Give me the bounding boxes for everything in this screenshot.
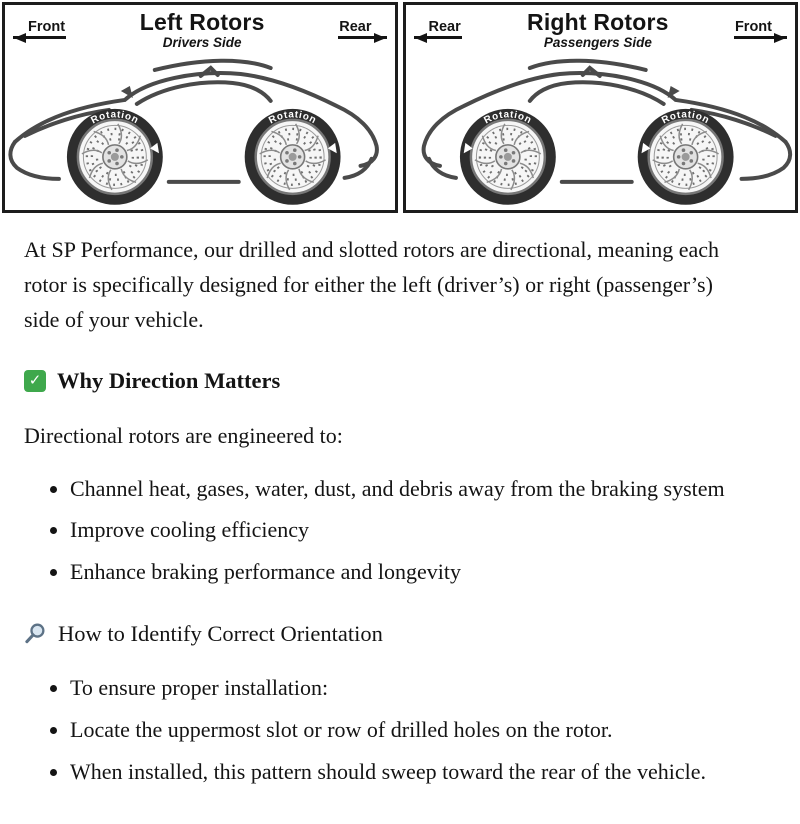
rotation-label: Rotation (89, 109, 141, 127)
rotation-label: Rotation (267, 109, 319, 127)
list-item: • To ensure proper installation: (70, 671, 748, 706)
list-item: • Enhance braking performance and longevity (70, 555, 748, 590)
arrow-right-icon (774, 33, 786, 43)
arrow-right-icon (374, 33, 386, 43)
left-panel-header (5, 5, 395, 50)
article-body (0, 213, 800, 824)
right-panel-titles (462, 10, 734, 50)
section1-lead: Directional rotors are engineered to: (24, 422, 343, 448)
left-panel-titles (66, 10, 338, 50)
rotation-label: Rotation (659, 109, 711, 127)
panel-subtitle: Drivers Side (162, 35, 242, 51)
section-heading-identify-orientation (24, 616, 748, 652)
car-illustration-left (5, 52, 395, 210)
front-direction-indicator (13, 13, 66, 39)
intro-paragraph: At SP Performance, our drilled and slotted rotors are directional, meaning each rotor is specifically designed for either the left (driver’s) or right (passenger’s) side of your vehicle. (24, 237, 720, 332)
rotor-direction-diagram (0, 0, 800, 213)
direction-label: Rear (428, 19, 461, 35)
rear-direction-indicator (338, 13, 386, 39)
list-item: • Channel heat, gases, water, dust, and debris away from the braking system (70, 472, 748, 507)
list-item: • When installed, this pattern should sweep toward the rear of the vehicle. (70, 755, 748, 790)
panel-title: Right Rotors (527, 9, 669, 35)
direction-benefits-list (24, 472, 748, 590)
section-heading-why-direction-matters (24, 363, 748, 399)
rear-direction-indicator (414, 13, 462, 39)
magnifier-icon (24, 622, 47, 645)
left-rotors-panel (2, 2, 398, 213)
heading-text: Why Direction Matters (57, 368, 281, 394)
list-item: • Locate the uppermost slot or row of drilled holes on the rotor. (70, 713, 748, 748)
direction-label: Front (734, 19, 772, 35)
direction-label: Front (28, 19, 66, 35)
rotation-label: Rotation (481, 109, 534, 127)
front-direction-indicator (734, 13, 787, 39)
direction-label: Rear (339, 19, 372, 35)
panel-subtitle: Passengers Side (543, 35, 652, 51)
orientation-steps-list (24, 671, 748, 789)
panel-title: Left Rotors (139, 9, 265, 35)
right-panel-header (406, 5, 796, 50)
car-illustration-right (406, 52, 796, 210)
arrow-left-icon (14, 33, 26, 43)
right-rotors-panel (403, 2, 799, 213)
arrow-left-icon (415, 33, 427, 43)
check-icon: ✓ (24, 370, 46, 392)
heading-text: How to Identify Correct Orientation (58, 620, 383, 646)
list-item: • Improve cooling efficiency (70, 513, 748, 548)
